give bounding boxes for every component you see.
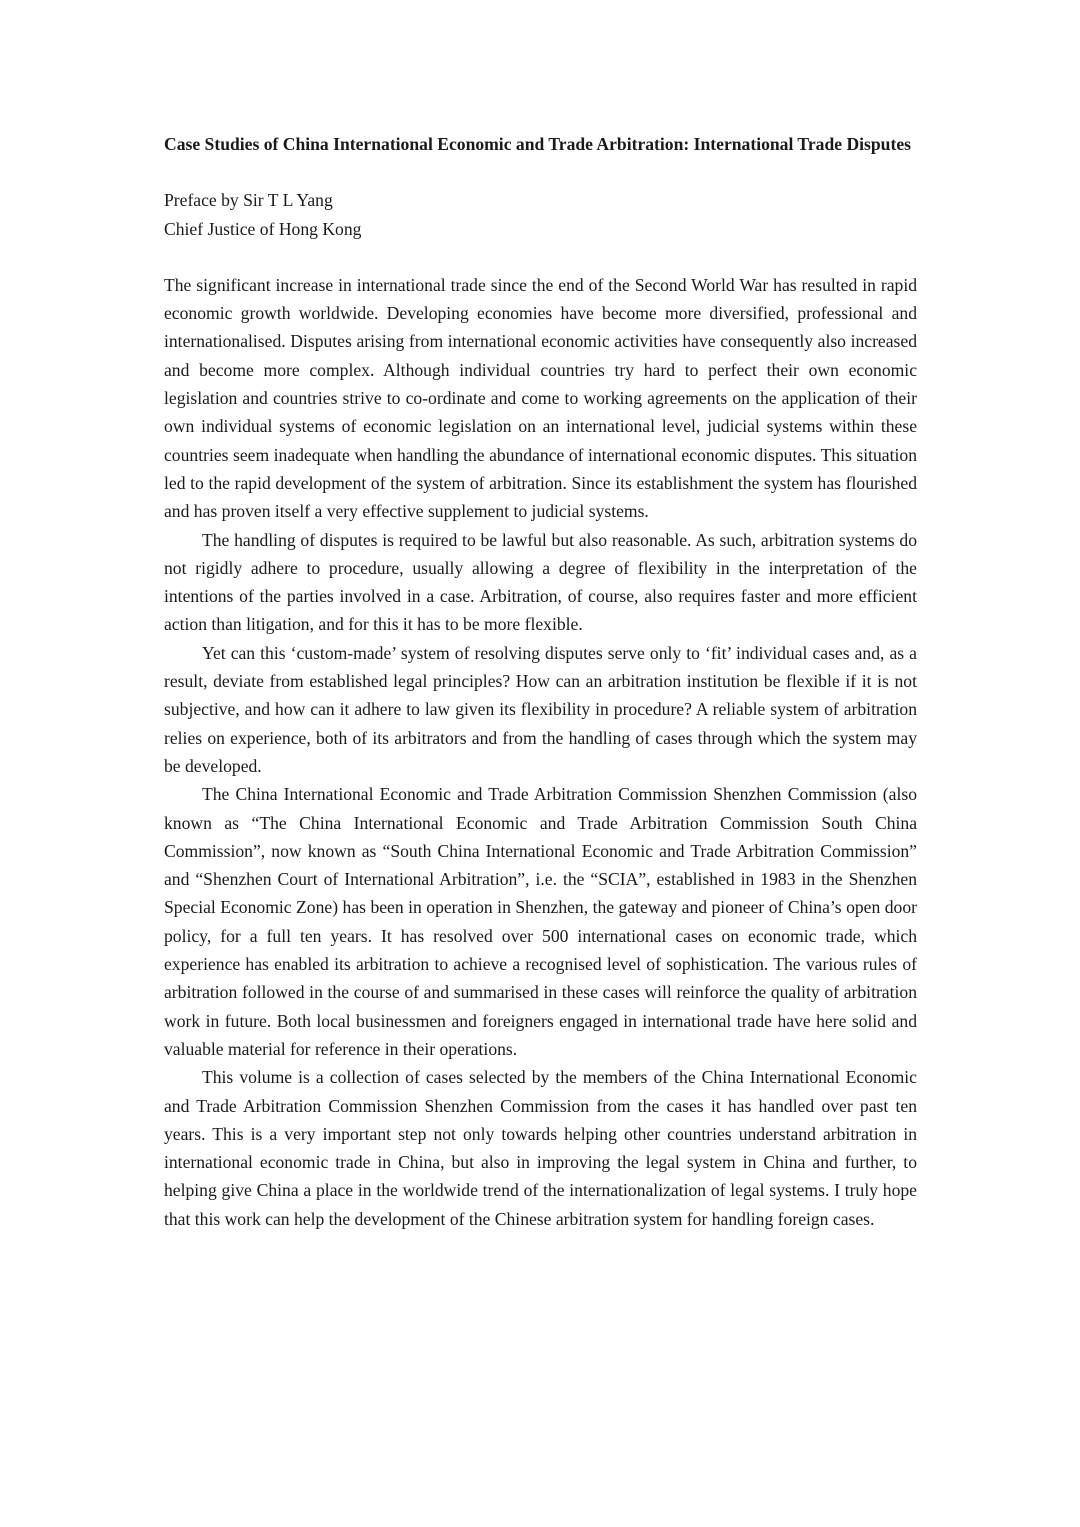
preface-author: Preface by Sir T L Yang: [164, 190, 333, 211]
paragraph-5: This volume is a collection of cases selected by the members of the China International Economic and Trade Arbitration Commission Shenzhen Commission from the cases it has handled over past ten years. This is a very important step not only towards helping other countries understand arbitration in international economic trade in China, but also in improving the legal system in China and further, to helping give China a place in the worldwide trend of the internationalization of legal systems. I truly hope that this work can help the development of the Chinese arbitration system for handling foreign cases.: [164, 1067, 917, 1229]
document-title: Case Studies of China International Economic and Trade Arbitration: International Trade Disputes: [164, 134, 911, 154]
paragraph-2: The handling of disputes is required to be lawful but also reasonable. As such, arbitration systems do not rigidly adhere to procedure, usually allowing a degree of flexibility in the interpretation of the intentions of the parties involved in a case. Arbitration, of course, also requires faster and more efficient action than litigation, and for this it has to be more flexible.: [164, 529, 917, 635]
preface-byline: [164, 186, 917, 243]
author-position: Chief Justice of Hong Kong: [164, 218, 362, 239]
paragraph-3: Yet can this ‘custom-made’ system of resolving disputes serve only to ‘fit’ individual cases and, as a result, deviate from established legal principles? How can an arbitration institution be flexible if it is not subjective, and how can it adhere to law given its flexibility in procedure? A reliable system of arbitration relies on experience, both of its arbitrators and from the handling of cases through which the system may be developed.: [164, 642, 917, 776]
paragraph-1: The significant increase in international trade since the end of the Second World War has resulted in rapid economic growth worldwide. Developing economies have become more diversified, professional and internationalised. Disputes arising from international economic activities have consequently also increased and become more complex. Although individual countries try hard to perfect their own economic legislation and countries strive to co-ordinate and come to working agreements on the application of their own individual systems of economic legislation on an international level, judicial systems within these countries seem inadequate when handling the abundance of international economic disputes. This situation led to the rapid development of the system of arbitration. Since its establishment the system has flourished and has proven itself a very effective supplement to judicial systems.: [164, 274, 917, 522]
preface-body: [164, 271, 917, 1233]
paragraph-4: The China International Economic and Trade Arbitration Commission Shenzhen Commission (also known as “The China International Economic and Trade Arbitration Commission South China Commission”, now known as “South China International Economic and Trade Arbitration Commission” and “Shenzhen Court of International Arbitration”, i.e. the “SCIA”, established in 1983 in the Shenzhen Special Economic Zone) has been in operation in Shenzhen, the gateway and pioneer of China’s open door policy, for a full ten years. It has resolved over 500 international cases on economic trade, which experience has enabled its arbitration to achieve a recognised level of sophistication. The various rules of arbitration followed in the course of and summarised in these cases will reinforce the quality of arbitration work in future. Both local businessmen and foreigners engaged in international trade have here solid and valuable material for reference in their operations.: [164, 784, 917, 1059]
document-content: [164, 130, 917, 1233]
